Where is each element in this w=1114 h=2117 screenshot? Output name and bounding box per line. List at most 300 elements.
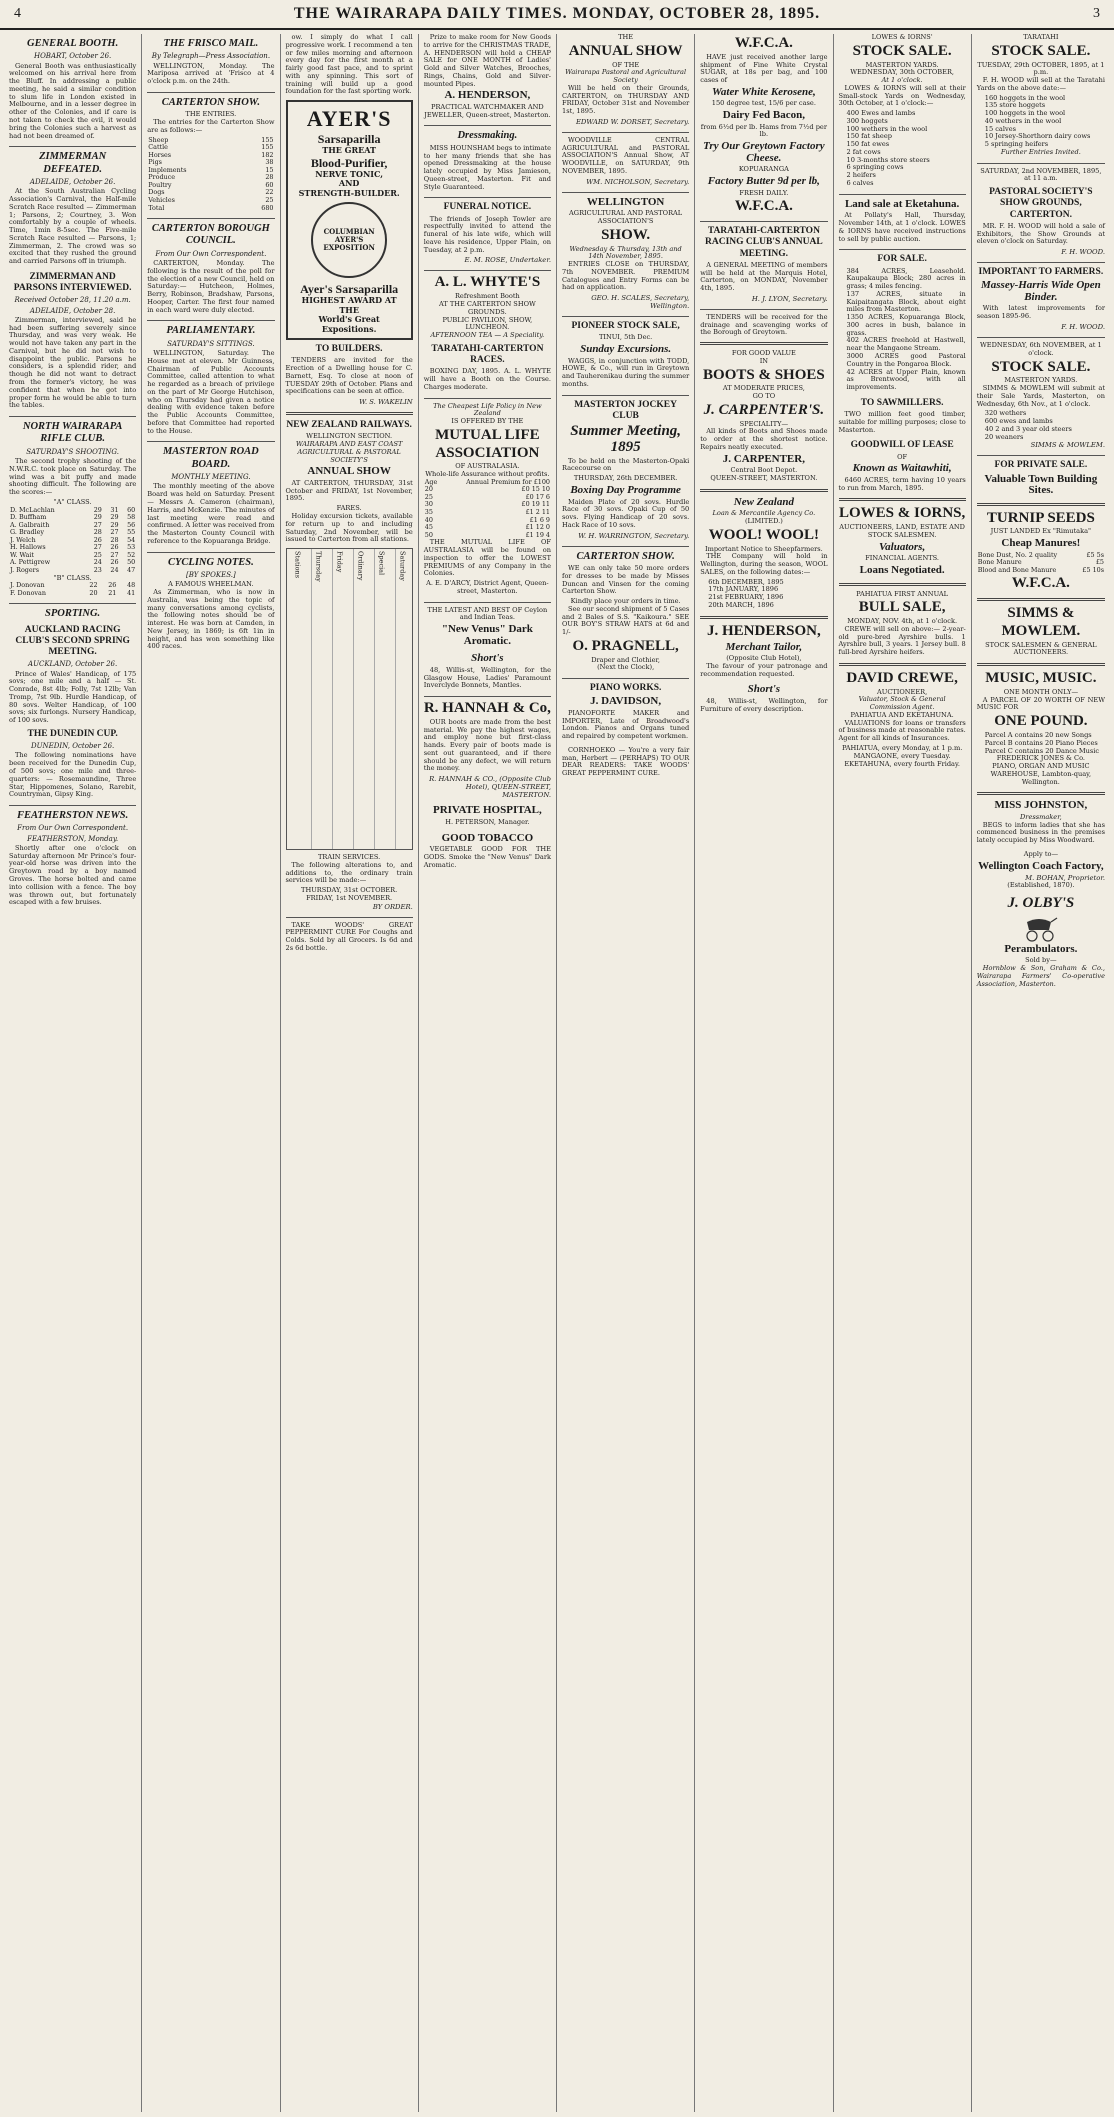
ad-nz-railways bbox=[286, 420, 413, 911]
signature: SIMMS & MOWLEM. bbox=[1030, 441, 1105, 450]
signature: BY ORDER. bbox=[372, 902, 413, 911]
headline: FOR SALE. bbox=[877, 254, 927, 265]
table-cell: £1 2 11 bbox=[525, 508, 550, 517]
table-cell: £0 19 11 bbox=[521, 500, 550, 509]
dateline: ADELAIDE, October 26. bbox=[29, 178, 116, 187]
ad-name: J. CARPENTER, bbox=[722, 452, 805, 465]
ad-product: Sarsaparilla bbox=[317, 132, 381, 147]
divider bbox=[562, 192, 689, 193]
ad-simms-stock-sale bbox=[977, 342, 1105, 449]
entry-row bbox=[147, 197, 274, 205]
list-item: 300 hoggets bbox=[846, 116, 888, 125]
ad-line: THE bbox=[618, 34, 634, 41]
ad-text: Holiday excursion tickets, available for return up to and including Saturday, 2nd November, will be issued to Carterton from all stations. bbox=[285, 511, 413, 544]
divider bbox=[147, 441, 274, 442]
ad-name: W.F.C.A. bbox=[734, 198, 793, 215]
table-heading: "B" CLASS. bbox=[53, 573, 92, 582]
article-text: ow. I simply do what I call progressive work. I recommend a ten or few miles morning and afternoon every day for the first month at a fairly good fast pace, and to sprint with any spinning. This sort of training will build up a good foundation for the fast sporting work. bbox=[285, 34, 413, 96]
headline: IMPORTANT TO FARMERS. bbox=[978, 267, 1104, 278]
byline: From Our Own Correspondent. bbox=[17, 824, 129, 833]
list-item: Parcel C contains 20 Dance Music bbox=[984, 746, 1100, 755]
headline: THE FRISCO MAIL. bbox=[163, 38, 259, 49]
headline: FEATHERSTON NEWS. bbox=[16, 810, 129, 822]
ad-simms-mowlem bbox=[977, 606, 1105, 657]
ad-perambulators bbox=[977, 896, 1105, 988]
timetable-column: Saturday bbox=[395, 549, 408, 849]
divider bbox=[424, 398, 551, 399]
ad-jockey-club bbox=[562, 400, 689, 540]
score-table-a bbox=[9, 507, 136, 575]
ad-massey-harris bbox=[977, 267, 1105, 331]
signature: WM. NICHOLSON, Secretary. bbox=[586, 177, 690, 186]
table-cell: £5 10s bbox=[1082, 565, 1104, 574]
table-cell: 60 bbox=[265, 180, 274, 189]
table-cell: 20 bbox=[89, 588, 98, 597]
table-heading: "A" CLASS. bbox=[53, 497, 92, 506]
headline: CARTERTON SHOW. bbox=[576, 550, 675, 562]
article-text: WELLINGTON, Saturday. The House met at eleven. Mr Guinness, Chairman of Public Accounts Committee, called attention to what he regarded as a breach of privilege on the part of Mr George Hutchison, who on Thursday had given a notice dealing with evidence taken before the Public Accounts Committee, before that Committee had reported to the House. bbox=[147, 349, 275, 435]
byline: [BY SPOKES.] bbox=[186, 570, 236, 579]
list-item: 402 ACRES freehold at Hastwell, near the Mangaone Stream. bbox=[846, 336, 966, 353]
table-cell: 27 bbox=[93, 543, 102, 552]
article-text: Shortly after one o'clock on Saturday afternoon Mr Prince's four-year-old horse was driven into the Greytown road by a boy named Groves. The horse bolted and came into collision with a fence. The boy was thrown out, but fortunately escaped with a few bruises. bbox=[9, 843, 137, 907]
divider bbox=[839, 498, 966, 501]
ad-name: J. OLBY'S bbox=[1007, 895, 1075, 912]
ad-line: NERVE TONIC, bbox=[315, 168, 384, 179]
ad-carterton-show-dresses bbox=[562, 551, 689, 673]
article-zimmerman-parsons bbox=[9, 272, 136, 410]
divider bbox=[424, 125, 551, 126]
signature: EDWARD W. DORSET, Secretary. bbox=[575, 117, 690, 126]
headline: MASTERTON ROAD BOARD. bbox=[162, 446, 259, 470]
ad-name: J. CARPENTER'S. bbox=[703, 401, 825, 418]
divider bbox=[839, 583, 966, 586]
ad-name: Wellington Coach Factory, bbox=[978, 859, 1104, 872]
price-row bbox=[977, 567, 1105, 575]
ad-tagline: PRACTICAL WATCHMAKER AND JEWELLER, Queen-street, Masterton. bbox=[424, 102, 551, 119]
list-item: 20 weaners bbox=[984, 432, 1024, 441]
table-cell: 155 bbox=[261, 135, 274, 144]
table-cell: 31 bbox=[110, 505, 119, 514]
ad-pioneer-sale bbox=[562, 321, 689, 389]
ad-line: JUST LANDED Ex "Rimutaka" bbox=[990, 527, 1092, 536]
ad-line: Factory Butter 9d per lb, bbox=[707, 175, 820, 188]
divider bbox=[977, 337, 1105, 338]
ad-woodville-show bbox=[562, 137, 689, 186]
headline: FOR PRIVATE SALE. bbox=[994, 460, 1088, 471]
ad-line: AND bbox=[338, 178, 360, 189]
table-cell: Pigs bbox=[148, 158, 162, 167]
wool-dates-list bbox=[700, 579, 827, 610]
table-header: Annual Premium for £100 bbox=[466, 477, 550, 486]
ad-line: Kindly place your orders in time. bbox=[570, 597, 681, 606]
table-cell: 40 bbox=[424, 515, 433, 524]
ad-line: Valuators, bbox=[879, 540, 926, 553]
ad-line: PIANO, ORGAN AND MUSIC WAREHOUSE, Lambton-quay, Wellington. bbox=[990, 762, 1092, 786]
ad-text: MISS HOUNSHAM begs to intimate to her many friends that she has opened Dressmaking at the house lately occupied by Miss Jamieson, Queen-street, Masterton. Fit and Style Guaranteed. bbox=[423, 143, 551, 191]
ad-land-sale bbox=[839, 199, 966, 244]
table-cell: Vehicles bbox=[148, 195, 175, 204]
ad-text: WE can only take 50 more orders for dresses to be made by Misses Duncan and Vinsen for the coming Carterton Show. bbox=[562, 563, 690, 596]
ad-name: R. HANNAH & Co, bbox=[423, 700, 551, 717]
list-item: 17th JANUARY, 1896 bbox=[708, 585, 779, 594]
ad-name: W.F.C.A. bbox=[734, 35, 793, 51]
divider bbox=[977, 792, 1105, 795]
notice-text: The friends of Joseph Towler are respectfully invited to attend the funeral of his late wife, which will leave his residence, Upper Plain, on Tuesday, at 2 p.m. bbox=[423, 214, 551, 254]
masthead bbox=[0, 0, 1114, 30]
ad-line: MASTERTON YARDS. bbox=[1004, 376, 1078, 385]
divider bbox=[977, 163, 1105, 164]
list-item: 1350 ACRES, Kopuaranga Block, 300 acres in bush, balance in grass. bbox=[846, 313, 966, 337]
table-cell: 23 bbox=[93, 566, 102, 574]
ad-name: Massey-Harris Wide Open Binder. bbox=[980, 279, 1101, 303]
ad-tobacco bbox=[424, 833, 551, 870]
entry-row bbox=[147, 205, 274, 213]
divider bbox=[977, 663, 1105, 666]
list-item: 384 ACRES, Leasehold. Kaupakaupa Block; 280 acres in grass; 4 miles fencing. bbox=[846, 266, 966, 291]
ad-text: TWO million feet good timber, suitable for milling purposes; close to Masterton. bbox=[838, 410, 966, 434]
table-cell: A. Galbraith bbox=[10, 520, 50, 529]
headline: SPORTING. bbox=[45, 608, 101, 620]
ad-line: Sold by— bbox=[1025, 956, 1057, 965]
table-cell: £1 12 0 bbox=[525, 523, 550, 532]
table-cell: 29 bbox=[110, 513, 119, 522]
ad-line: Blood-Purifier, bbox=[310, 155, 388, 170]
table-cell: 155 bbox=[261, 143, 274, 152]
divider bbox=[286, 917, 413, 918]
date-heading: FRIDAY, 1st NOVEMBER. bbox=[306, 893, 393, 902]
table-cell: Sheep bbox=[148, 135, 169, 144]
ad-whyte-booth bbox=[424, 275, 551, 391]
ad-line: Central Boot Depot. bbox=[730, 466, 798, 475]
ad-name: WOOL! WOOL! bbox=[708, 526, 819, 543]
column-2 bbox=[142, 34, 280, 2112]
ad-name: MUTUAL LIFE bbox=[435, 426, 540, 443]
notice-text: A GENERAL MEETING of members will be held at the Marquis Hotel, Carterton, on MONDAY, November 4th, 1895. bbox=[700, 260, 828, 293]
ad-name: BOOTS & SHOES bbox=[703, 366, 825, 383]
score-row bbox=[9, 590, 136, 598]
table-cell: 27 bbox=[110, 528, 119, 537]
subheadline: THE DUNEDIN CUP. bbox=[27, 729, 118, 739]
ad-line: STOCK SALESMEN & GENERAL AUCTIONEERS. bbox=[985, 640, 1097, 657]
table-cell: Total bbox=[148, 203, 165, 212]
subheading: MONTHLY MEETING. bbox=[171, 473, 251, 482]
ad-text: HAVE just received another large shipment of Fine White Crystal SUGAR, at 18s per bag, and 100 cases of bbox=[700, 52, 828, 85]
ad-name: Sunday Excursions. bbox=[580, 343, 672, 356]
ad-name: STOCK SALE. bbox=[852, 42, 952, 59]
list-item: 42 ACRES at Upper Plain, known as Brentwood, with all improvements. bbox=[846, 367, 966, 392]
ad-line: HIGHEST AWARD AT THE bbox=[301, 295, 397, 315]
headline: TO BUILDERS. bbox=[315, 344, 383, 355]
ad-line: LOWES & IORNS' bbox=[871, 34, 933, 41]
table-cell: H. Hallows bbox=[10, 543, 46, 552]
ad-text: Hornblow & Son, Graham & Co., Wairarapa Farmers' Co-operative Association, Masterton. bbox=[976, 964, 1105, 988]
ad-name: SIMMS & bbox=[1007, 605, 1075, 622]
ad-private-sale bbox=[977, 460, 1105, 496]
divider bbox=[9, 416, 136, 417]
signature: E. M. ROSE, Undertaker. bbox=[464, 256, 551, 265]
notice-taratahi-meeting bbox=[700, 226, 827, 303]
headline: CARTERTON BOROUGH COUNCIL. bbox=[151, 223, 270, 247]
ad-line: H. PETERSON, Manager. bbox=[445, 817, 530, 826]
table-cell: Bone Manure bbox=[977, 558, 1022, 567]
divider bbox=[562, 132, 689, 133]
ad-line: KOPUARANGA bbox=[738, 165, 789, 174]
ad-text: WAGGS, in conjunction with TODD, HOWE, & Co., will run in Greytown and Tauherenikau during the summer months. bbox=[562, 356, 690, 388]
list-item: 2 fat cows bbox=[846, 147, 881, 156]
table-cell: 48 bbox=[127, 581, 136, 590]
headline: MASTERTON JOCKEY CLUB bbox=[574, 399, 677, 421]
divider bbox=[562, 395, 689, 396]
dateline: HOBART, October 26. bbox=[33, 52, 112, 61]
list-item: 150 fat ewes bbox=[846, 140, 890, 149]
table-cell: 60 bbox=[127, 505, 136, 514]
timetable-column: Friday bbox=[332, 549, 345, 849]
article-frisco-mail bbox=[147, 38, 274, 86]
ad-line: 150 degree test, 15/6 per case. bbox=[711, 99, 816, 108]
ad-line: Dairy Fed Bacon, bbox=[722, 109, 805, 122]
subheadline: TARATAHI-CARTERTON RACES. bbox=[431, 343, 544, 365]
table-cell: 54 bbox=[127, 535, 136, 544]
ad-award-title: Ayer's Sarsaparilla bbox=[300, 282, 399, 297]
ad-line: STRENGTH-BUILDER. bbox=[298, 187, 400, 198]
ad-woods-2: CORNHOEKO — You're a very fair man, Herbert — (PERHAPS) TO OUR DEAR READERS: TAKE WOODS' GREAT PEPPERMINT CURE. bbox=[562, 745, 690, 778]
ad-line: Wednesday & Thursday, 13th and 14th November, 1895. bbox=[569, 244, 682, 261]
divider bbox=[977, 503, 1105, 506]
article-text: The entries for the Carterton Show are as follows:— bbox=[147, 118, 275, 134]
headline: Dressmaking. bbox=[457, 130, 518, 142]
ad-text: TENDERS are invited for the Erection of a Dwelling house for C. Barnett, Esq. To close at noon of TUESDAY 29th of October. Plans and specifications can be seen at office. bbox=[285, 356, 413, 396]
table-cell: Produce bbox=[148, 173, 176, 182]
ad-text: The favour of your patronage and recommendation requested. bbox=[700, 661, 828, 678]
ad-line: (Established, 1870). bbox=[1007, 881, 1075, 890]
perambulator-icon bbox=[1021, 914, 1061, 942]
divider bbox=[424, 197, 551, 198]
list-item: 6 springing cows bbox=[846, 163, 904, 172]
table-cell: 29 bbox=[110, 520, 119, 529]
table-cell: A. Pettigrew bbox=[10, 558, 51, 567]
table-cell: Cattle bbox=[148, 143, 168, 152]
ad-bull-sale bbox=[839, 591, 966, 657]
table-cell: 21 bbox=[108, 588, 117, 597]
table-cell: 22 bbox=[265, 188, 274, 197]
ad-line: AGRICULTURAL AND PASTORAL ASSOCIATION'S bbox=[569, 209, 683, 226]
ad-text: BEGS to inform ladies that she has commenced business in the premises lately occupied by Miss Woodward. bbox=[976, 820, 1105, 845]
ad-line: Loans Negotiated. bbox=[859, 563, 945, 576]
ad-line: OF THE bbox=[612, 60, 640, 69]
ad-line: AT THE CARTERTON SHOW GROUNDS. bbox=[438, 299, 536, 316]
table-cell: 22 bbox=[89, 581, 98, 590]
ad-ayers-sarsaparilla bbox=[286, 100, 413, 340]
article-zimmerman bbox=[9, 151, 136, 266]
music-list bbox=[977, 732, 1105, 755]
entries-table bbox=[147, 137, 274, 212]
article-text: The second trophy shooting of the N.W.R.C. took place on Saturday. The wind was a bit puffy and made shooting difficult. The following are the scores:— bbox=[9, 457, 137, 497]
column-3 bbox=[281, 34, 419, 2112]
table-cell: Bone Dust, No. 2 quality bbox=[977, 550, 1058, 559]
ad-line: Further Entries Invited. bbox=[1000, 147, 1081, 156]
ad-name: WELLINGTON bbox=[586, 195, 665, 208]
headline: GENERAL BOOTH. bbox=[27, 38, 119, 49]
headline: ZIMMERMAN AND PARSONS INTERVIEWED. bbox=[13, 271, 132, 294]
ad-wfca bbox=[700, 36, 827, 215]
ad-text: At Pollaty's Hall, Thursday, November 14th, at 1 o'clock. LOWES & IORNS have received instructions to sell by public auction. bbox=[838, 211, 966, 243]
subheading: SATURDAY'S SITTINGS. bbox=[167, 339, 255, 348]
table-cell: 182 bbox=[261, 150, 274, 159]
headline: PIANO WORKS. bbox=[589, 683, 662, 694]
land-list bbox=[839, 268, 966, 392]
entry-row bbox=[147, 152, 274, 160]
ad-text: LOWES & IORNS will sell at their Small-stock Yards on Wednesday, 30th October, at 1 o'clock:— bbox=[838, 83, 966, 108]
ad-name: Short's bbox=[471, 652, 504, 665]
signature: F. H. WOOD. bbox=[1061, 322, 1105, 331]
article-sporting bbox=[9, 608, 136, 799]
table-cell: 25 bbox=[424, 492, 433, 501]
ad-name: MUSIC, MUSIC. bbox=[985, 670, 1097, 687]
table-cell: J. Donovan bbox=[10, 581, 45, 590]
table-cell: £5 bbox=[1095, 558, 1104, 567]
ad-line: Dressmaker, bbox=[1020, 812, 1062, 821]
subheading: SATURDAY'S SHOOTING. bbox=[26, 447, 119, 456]
date-heading: THURSDAY, 31st OCTOBER. bbox=[301, 886, 398, 895]
ad-line: Valuator, Stock & General Commission Agent. bbox=[858, 695, 946, 712]
ad-line: TINUI, 5th Dec. bbox=[598, 333, 653, 342]
ad-name: A. HENDERSON, bbox=[444, 89, 531, 102]
ad-date: TUESDAY, 29th OCTOBER, 1895, at 1 p.m. bbox=[977, 60, 1105, 77]
list-item: 320 wethers bbox=[984, 409, 1027, 418]
signature: H. J. LYON, Secretary. bbox=[751, 294, 828, 303]
ad-text: 48, Willis-st, Wellington, for the Glasgow House, Ladies' Paramount Inverclyde Bonnets, Mantles. bbox=[423, 665, 551, 690]
table-cell: £0 17 6 bbox=[525, 492, 550, 501]
ad-line: TARATAHI bbox=[1023, 34, 1059, 41]
ad-name: LOWES & IORNS, bbox=[838, 505, 966, 522]
article-text: General Booth was enthusiastically welcomed on his arrival here from the Bluff. In addressing a public meeting, he said a similar condition to slum life in London existed in Melbourne, and in a lesser degree in other of the Colonies, and if care is not taken to check the evil, it would bring the Colonies such a harvest as had not been dreamed of. bbox=[9, 61, 137, 140]
ad-lowes-auctioneers bbox=[839, 506, 966, 576]
article-text: At the South Australian Cycling Association's Carnival, the Half-mile Scratch Race resulted — Zimmerman 1; Parsons, 2; Courtney, 3. Won comfortably by a couple of wheels. Time, 1min 8-5sec. The Five-mile Scratch Race resulted — Parsons, 1; Zimmerman, 2. The crowd was so excited that they rushed the ground and carried Parsons off in triumph. bbox=[9, 187, 137, 266]
list-item: 100 hoggets in the wool bbox=[984, 109, 1066, 118]
ad-line: PAHIATUA AND EKETAHUNA. bbox=[850, 710, 954, 719]
article-rifle-club bbox=[9, 421, 136, 597]
ad-name: STOCK SALE. bbox=[991, 42, 1091, 59]
table-cell: J. Rogers bbox=[10, 566, 39, 574]
table-cell: Implements bbox=[148, 165, 187, 174]
ad-name: Valuable Town Building Sites. bbox=[984, 472, 1098, 497]
divider bbox=[147, 218, 274, 219]
ad-turnip-seeds bbox=[977, 511, 1105, 592]
ad-text: Maiden Plate of 20 sovs. Hurdle Race of 30 sovs. Opaki Cup of 50 sovs. Flying Handicap of 20 sovs. Hack Race of 10 sovs. bbox=[562, 497, 690, 529]
article-carterton-show bbox=[147, 97, 274, 212]
ad-text: CREWE will sell on above:— 2-year-old pure-bred Ayrshire bulls. 1 Ayrshire bull, 3 years. 1 Jersey bull. 8 full-bred Ayrshire heifers. bbox=[838, 624, 966, 657]
timetable-column: Stations bbox=[293, 551, 302, 579]
table-cell: 45 bbox=[424, 523, 433, 532]
subheadline: AUCKLAND RACING CLUB'S SECOND SPRING MEETING. bbox=[15, 624, 130, 658]
ad-line: IS OFFERED BY THE bbox=[451, 417, 524, 426]
divider bbox=[562, 678, 689, 679]
table-cell: G. Bradley bbox=[10, 528, 45, 537]
ad-henderson-tailor bbox=[700, 624, 827, 679]
ad-name: SHOW. bbox=[601, 226, 651, 243]
table-cell: 50 bbox=[424, 530, 433, 539]
ad-line: PAHIATUA FIRST ANNUAL bbox=[856, 589, 949, 598]
article-text: The monthly meeting of the above Board was held on Saturday. Present — Messrs A. Cameron (chairman), Harris, and McKenzie. The minutes of last meeting were read and confirmed. A letter was received from the Masterton County Council with reference to the Kopuaranga Bridge. bbox=[147, 482, 275, 545]
ad-date: THURSDAY, 26th DECEMBER. bbox=[573, 474, 678, 483]
table-cell: 35 bbox=[424, 508, 433, 517]
column-6 bbox=[695, 34, 833, 2112]
list-item: 100 wethers in the wool bbox=[846, 124, 928, 133]
ad-text: VALUATIONS for loans or transfers of business made at reasonable rates. Agent for all kinds of Insurances. bbox=[838, 718, 966, 743]
table-cell: Horses bbox=[148, 150, 172, 159]
table-cell: £1 6 9 bbox=[529, 515, 550, 524]
list-item: 150 fat sheep bbox=[846, 132, 892, 141]
list-item: 21st FEBRUARY, 1896 bbox=[708, 593, 784, 602]
ad-name: DAVID CREWE, bbox=[846, 669, 958, 686]
ad-miss-johnston bbox=[977, 800, 1105, 845]
ad-for-sale-lands bbox=[839, 254, 966, 391]
ad-text: The following alterations to, and additions to, the ordinary train services will be made:— bbox=[285, 860, 413, 885]
divider bbox=[977, 262, 1105, 263]
divider bbox=[9, 603, 136, 604]
ad-wellington-show bbox=[562, 197, 689, 310]
ad-line: AUCTIONEER, bbox=[877, 687, 928, 696]
subheading: A FAMOUS WHEELMAN. bbox=[168, 580, 254, 589]
ad-dressmaking bbox=[424, 130, 551, 191]
divider bbox=[9, 146, 136, 147]
divider bbox=[424, 270, 551, 271]
ad-brand: AYER'S bbox=[306, 106, 392, 132]
table-cell: D. Buffham bbox=[10, 513, 47, 522]
table-cell: £5 5s bbox=[1086, 550, 1104, 559]
ad-line: PAHIATUA, every Monday, at 1 p.m. bbox=[841, 743, 963, 752]
ad-line: FINANCIAL AGENTS. bbox=[865, 554, 939, 563]
table-cell: 680 bbox=[261, 203, 274, 212]
article-text: Prince of Wales' Handicap, of 175 sovs; one mile and a half — St. Conrade, 8st 4lb; Folly, 7st 12lb; Van Tromp, 7st 9lb. Hurdle Handicap, of 80 sovs. Welter Handicap, of 100 sovs; six furlongs. Nursery Handicap, of 100 sovs. bbox=[9, 669, 137, 725]
list-item: 40 wethers in the wool bbox=[984, 116, 1062, 125]
divider bbox=[700, 616, 827, 619]
ad-time: At 1 o'clock. bbox=[881, 76, 923, 85]
byline: From Our Own Correspondent. bbox=[155, 249, 267, 258]
ad-name: O. PRAGNELL, bbox=[572, 637, 679, 654]
ad-line: World's Great Expositions. bbox=[318, 314, 380, 334]
ad-line: Water White Kerosene, bbox=[711, 85, 816, 98]
ad-to-builders bbox=[286, 344, 413, 406]
ad-name: ONE POUND. bbox=[994, 713, 1088, 730]
table-cell: 27 bbox=[93, 520, 102, 529]
divider bbox=[424, 696, 551, 697]
table-cell: 58 bbox=[127, 513, 136, 522]
table-cell: Dogs bbox=[148, 188, 165, 197]
table-cell: 41 bbox=[127, 588, 136, 597]
subheading: WELLINGTON SECTION. bbox=[306, 432, 393, 441]
ad-carpenter-boots bbox=[700, 350, 827, 483]
article-general-booth bbox=[9, 38, 136, 140]
dateline: ADELAIDE, October 28. bbox=[29, 306, 116, 315]
ad-line: The Cheapest Life Policy in New Zealand bbox=[433, 401, 542, 418]
stock-list bbox=[839, 110, 966, 188]
divider bbox=[839, 663, 966, 666]
divider bbox=[147, 92, 274, 93]
ad-name: J. HENDERSON, bbox=[706, 622, 821, 639]
signature: W. H. WARRINGTON, Secretary. bbox=[578, 531, 690, 540]
ad-line: Try Our Greytown Factory Cheese. bbox=[703, 140, 825, 164]
ad-taratahi-stock-sale bbox=[977, 34, 1105, 157]
ad-text: BOXING DAY, 1895. A. L. WHYTE will have a Booth on the Course. Charges moderate. bbox=[423, 367, 551, 391]
ad-text: ENTRIES CLOSE on THURSDAY, 7th NOVEMBER. PREMIUM Catalogues and Entry Forms can be had on application. bbox=[562, 260, 690, 292]
dateline: DUNEDIN, October 26. bbox=[30, 742, 115, 751]
table-cell: 24 bbox=[93, 558, 102, 567]
article-featherston bbox=[9, 810, 136, 907]
newspaper-title: THE WAIRARAPA DAILY TIMES. MONDAY, OCTOBER 28, 1895. bbox=[293, 5, 821, 22]
funeral-notice bbox=[424, 202, 551, 264]
